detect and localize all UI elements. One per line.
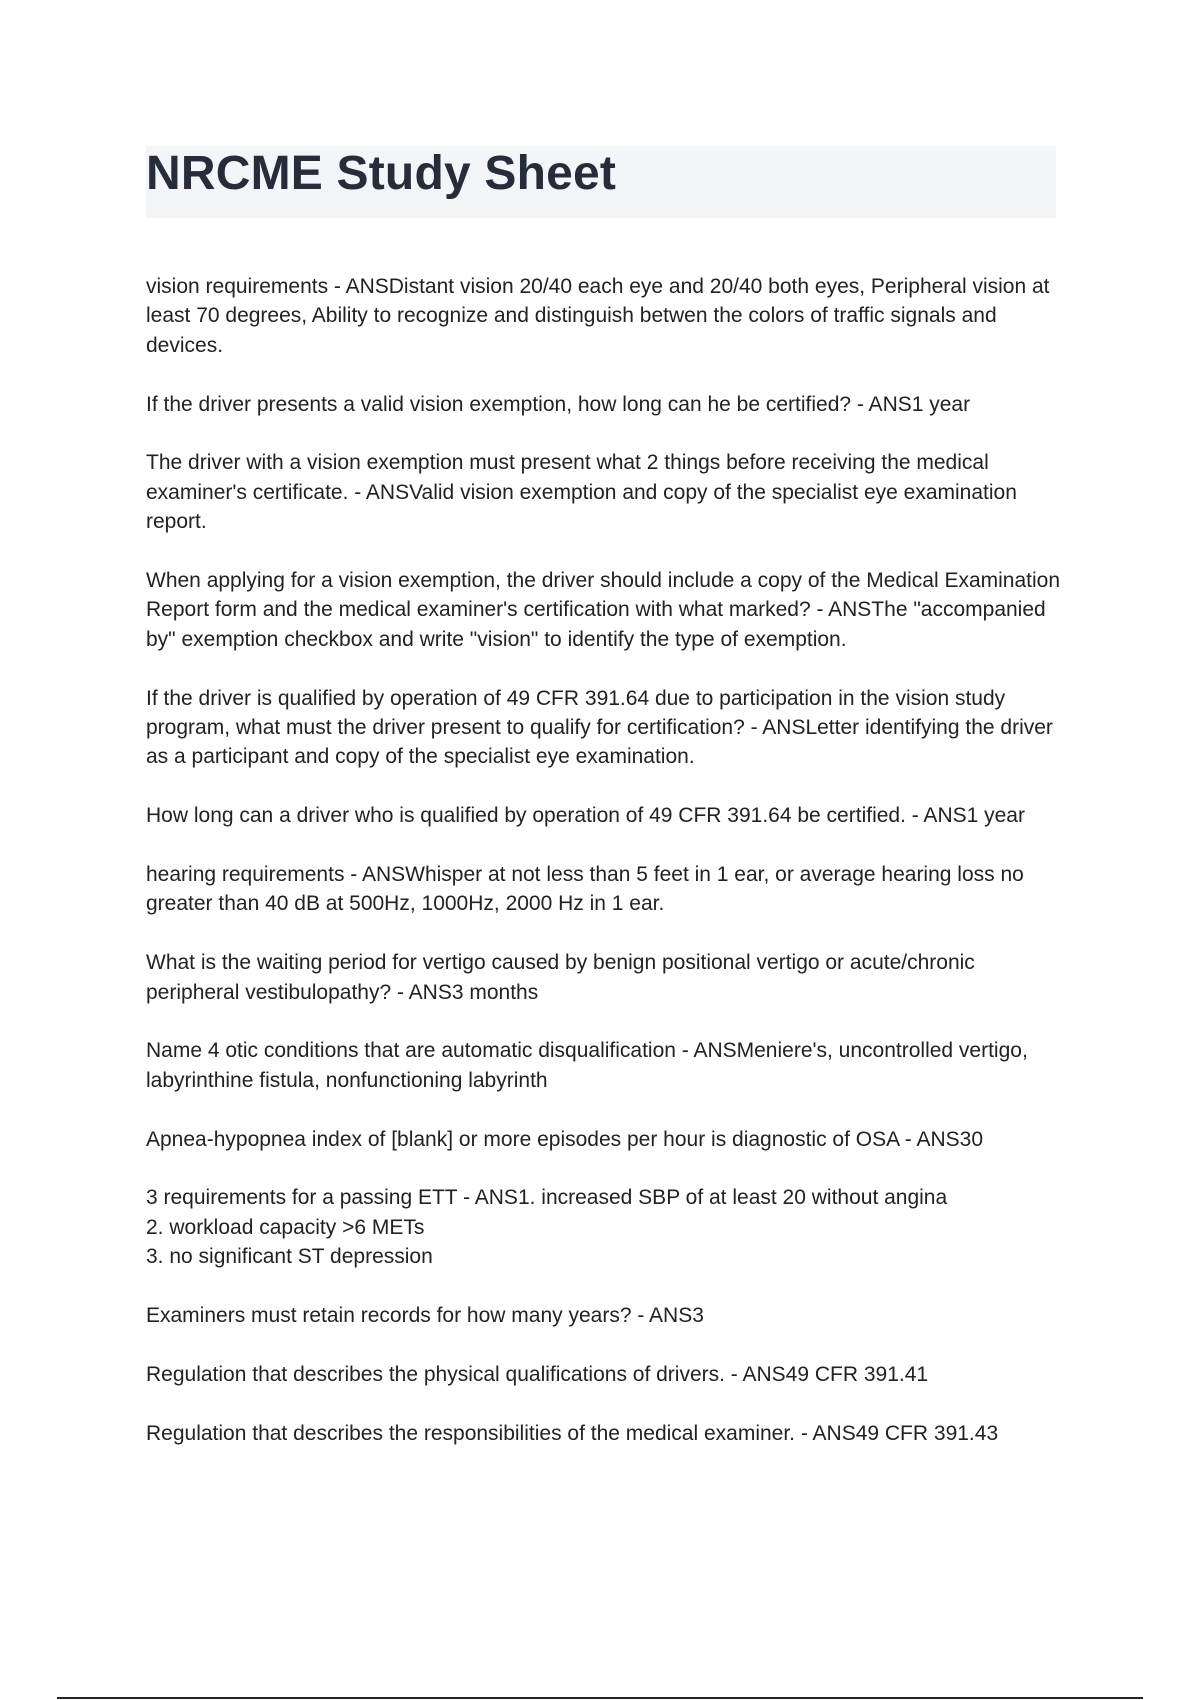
qa-list: [146, 272, 1061, 1477]
qa-entry-vision-exemption-duration: If the driver presents a valid vision exemption, how long can he be certified? - ANS1 year: [146, 392, 971, 416]
page-title: NRCME Study Sheet: [146, 147, 617, 200]
qa-entry-otic-disqualifications: Name 4 otic conditions that are automatic disqualification - ANSMeniere's, uncontrolled vertigo, labyrinthine fistula, nonfunctioning labyrinth: [146, 1039, 1028, 1092]
qa-entry-hearing-requirements: hearing requirements - ANSWhisper at not less than 5 feet in 1 ear, or average hearing loss no greater than 40 dB at 500Hz, 1000Hz, 2000 Hz in 1 ear.: [146, 863, 1024, 916]
footer-divider: [57, 1697, 1143, 1699]
qa-entry-examiner-responsibilities-regulation: Regulation that describes the responsibilities of the medical examiner. - ANS49 CFR 391.43: [146, 1421, 999, 1445]
qa-entry-vertigo-waiting-period: What is the waiting period for vertigo caused by benign positional vertigo or acute/chronic peripheral vestibulopathy? - ANS3 months: [146, 951, 975, 1004]
qa-entry-vision-exemption-application: When applying for a vision exemption, the driver should include a copy of the Medical Examination Report form and the medical examiner's certification with what marked? - ANSThe "accompanied by" exemption checkbox and write "vision" to identify the type of exemption.: [146, 569, 1061, 651]
qa-entry-vision-study-program: If the driver is qualified by operation of 49 CFR 391.64 due to participation in the vision study program, what must the driver present to qualify for certification? - ANSLetter identifying the driver as a participant and copy of the specialist eye examination.: [146, 686, 1053, 769]
qa-entry-record-retention: Examiners must retain records for how many years? - ANS3: [146, 1304, 704, 1328]
qa-entry-ett-requirements: 3 requirements for a passing ETT - ANS1. increased SBP of at least 20 without angina 2. workload capacity >6 METs 3. no significant ST depression: [146, 1186, 948, 1269]
qa-entry-39164-certification-length: How long can a driver who is qualified by operation of 49 CFR 391.64 be certified. - ANS1 year: [146, 804, 1025, 828]
qa-entry-physical-qualifications-regulation: Regulation that describes the physical qualifications of drivers. - ANS49 CFR 391.41: [146, 1362, 929, 1386]
qa-entry-vision-requirements: vision requirements - ANSDistant vision 20/40 each eye and 20/40 both eyes, Peripheral vision at least 70 degrees, Ability to recognize and distinguish betwen the colors of traffic signals and devices.: [146, 275, 1050, 357]
qa-entry-apnea-hypopnea-index: Apnea-hypopnea index of [blank] or more episodes per hour is diagnostic of OSA - ANS30: [146, 1127, 984, 1151]
qa-entry-vision-exemption-documents: The driver with a vision exemption must present what 2 things before receiving the medical examiner's certificate. - ANSValid vision exemption and copy of the specialist eye examination report.: [146, 451, 1017, 534]
